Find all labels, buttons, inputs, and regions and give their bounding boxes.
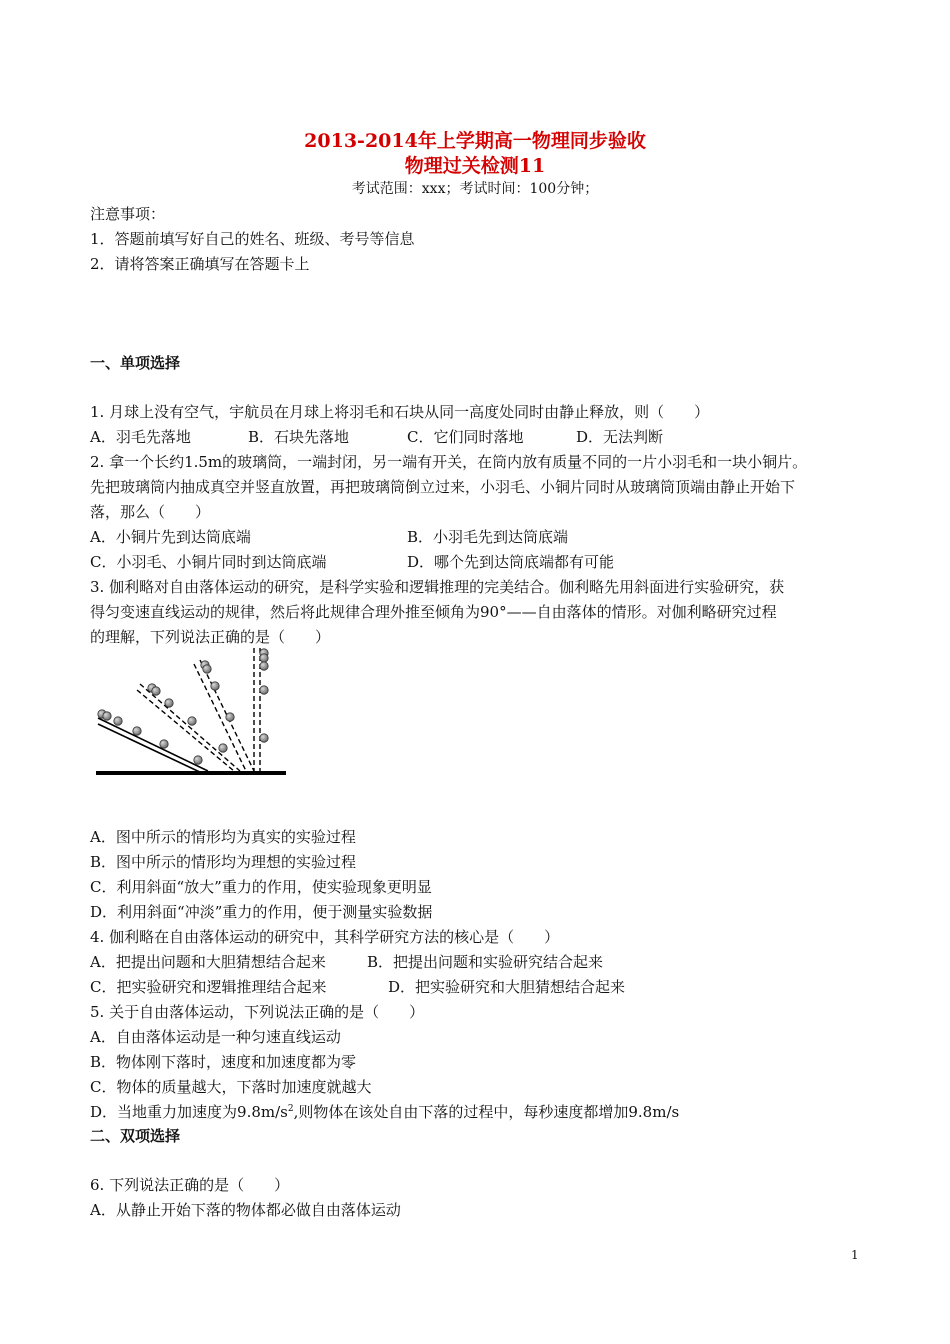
section-heading-double-choice: 二、双项选择 xyxy=(90,1127,181,1145)
q3-option-a: A．图中所示的情形均为真实的实验过程 xyxy=(90,828,356,846)
q5-option-d xyxy=(90,1101,679,1122)
q1-option-c: C．它们同时落地 xyxy=(407,428,524,446)
q6-option-a: A．从静止开始下落的物体都必做自由落体运动 xyxy=(90,1201,401,1219)
notes-heading: 注意事项： xyxy=(90,205,166,223)
incline-dashed xyxy=(140,684,240,771)
q2-option-c: C．小羽毛、小铜片同时到达筒底端 xyxy=(90,553,327,571)
q2-option-b: B．小羽毛先到达筒底端 xyxy=(407,528,569,546)
note-item: 1．答题前填写好自己的姓名、班级、考号等信息 xyxy=(90,230,415,248)
q1-option-d: D．无法判断 xyxy=(576,428,664,446)
question-2-stem-line: 先把玻璃筒内抽成真空并竖直放置，再把玻璃筒倒立过来，小羽毛、小铜片同时从玻璃筒顶端由静止开始下 xyxy=(90,478,796,496)
question-1-stem: 1. 月球上没有空气，宇航员在月球上将羽毛和石块从同一高度处同时由静止释放，则（ ） xyxy=(90,403,710,421)
document-subtitle: 物理过关检测11 xyxy=(404,155,546,177)
q3-option-b: B．图中所示的情形均为理想的实验过程 xyxy=(90,853,357,871)
exam-info: 考试范围：xxx；考试时间：100分钟； xyxy=(351,181,599,197)
q2-option-a: A．小铜片先到达筒底端 xyxy=(90,528,251,546)
question-6-stem: 6. 下列说法正确的是（ ） xyxy=(90,1176,290,1194)
q3-option-d: D．利用斜面“冲淡”重力的作用，便于测量实验数据 xyxy=(90,903,433,921)
question-2-stem-line: 2. 拿一个长约1.5m的玻璃筒，一端封闭，另一端有开关，在筒内放有质量不同的一片小羽毛和一块小铜片。 xyxy=(90,453,808,471)
section-heading-single-choice: 一、单项选择 xyxy=(90,354,181,372)
q4-option-b: B．把提出问题和实验研究结合起来 xyxy=(367,953,604,971)
q4-option-d: D．把实验研究和大胆猜想结合起来 xyxy=(388,978,626,996)
q5-option-a: A．自由落体运动是一种匀速直线运动 xyxy=(90,1028,341,1046)
q5-option-d-exponent: 2 xyxy=(287,1104,294,1114)
q5-option-c: C．物体的质量越大，下落时加速度就越大 xyxy=(90,1078,372,1096)
question-5-stem: 5. 关于自由落体运动，下列说法正确的是（ ） xyxy=(90,1003,425,1021)
q4-option-c: C．把实验研究和逻辑推理结合起来 xyxy=(90,978,327,996)
q4-option-a: A．把提出问题和大胆猜想结合起来 xyxy=(90,953,326,971)
q5-option-d-post: ,则物体在该处自由下落的过程中，每秒速度都增加9.8m/s xyxy=(293,1103,680,1121)
incline-plane xyxy=(98,718,208,771)
galileo-incline-figure xyxy=(88,640,298,785)
q2-option-d: D．哪个先到达筒底端都有可能 xyxy=(407,553,615,571)
q3-option-c: C．利用斜面“放大”重力的作用，使实验现象更明显 xyxy=(90,878,432,896)
q1-option-a: A．羽毛先落地 xyxy=(90,428,191,446)
q1-option-b: B．石块先落地 xyxy=(248,428,350,446)
question-3-stem-line: 得匀变速直线运动的规律，然后将此规律合理外推至倾角为90°——自由落体的情形。对伽利略研究过程 xyxy=(90,603,777,621)
document-title: 2013-2014年上学期高一物理同步验收 xyxy=(304,130,646,152)
q5-option-b: B．物体刚下落时，速度和加速度都为零 xyxy=(90,1053,357,1071)
page-number: 1 xyxy=(851,1248,859,1262)
question-3-stem-line: 的理解，下列说法正确的是（ ） xyxy=(90,628,331,646)
q5-option-d-pre: D．当地重力加速度为9.8m/s xyxy=(90,1103,288,1121)
question-3-stem-line: 3. 伽利略对自由落体运动的研究，是科学实验和逻辑推理的完美结合。伽利略先用斜面进行实验研究，获 xyxy=(90,578,785,596)
question-2-stem-line: 落，那么（ ） xyxy=(90,503,211,521)
ground-line xyxy=(96,771,286,775)
question-4-stem: 4. 伽利略在自由落体运动的研究中，其科学研究方法的核心是（ ） xyxy=(90,928,560,946)
note-item: 2．请将答案正确填写在答题卡上 xyxy=(90,255,310,273)
